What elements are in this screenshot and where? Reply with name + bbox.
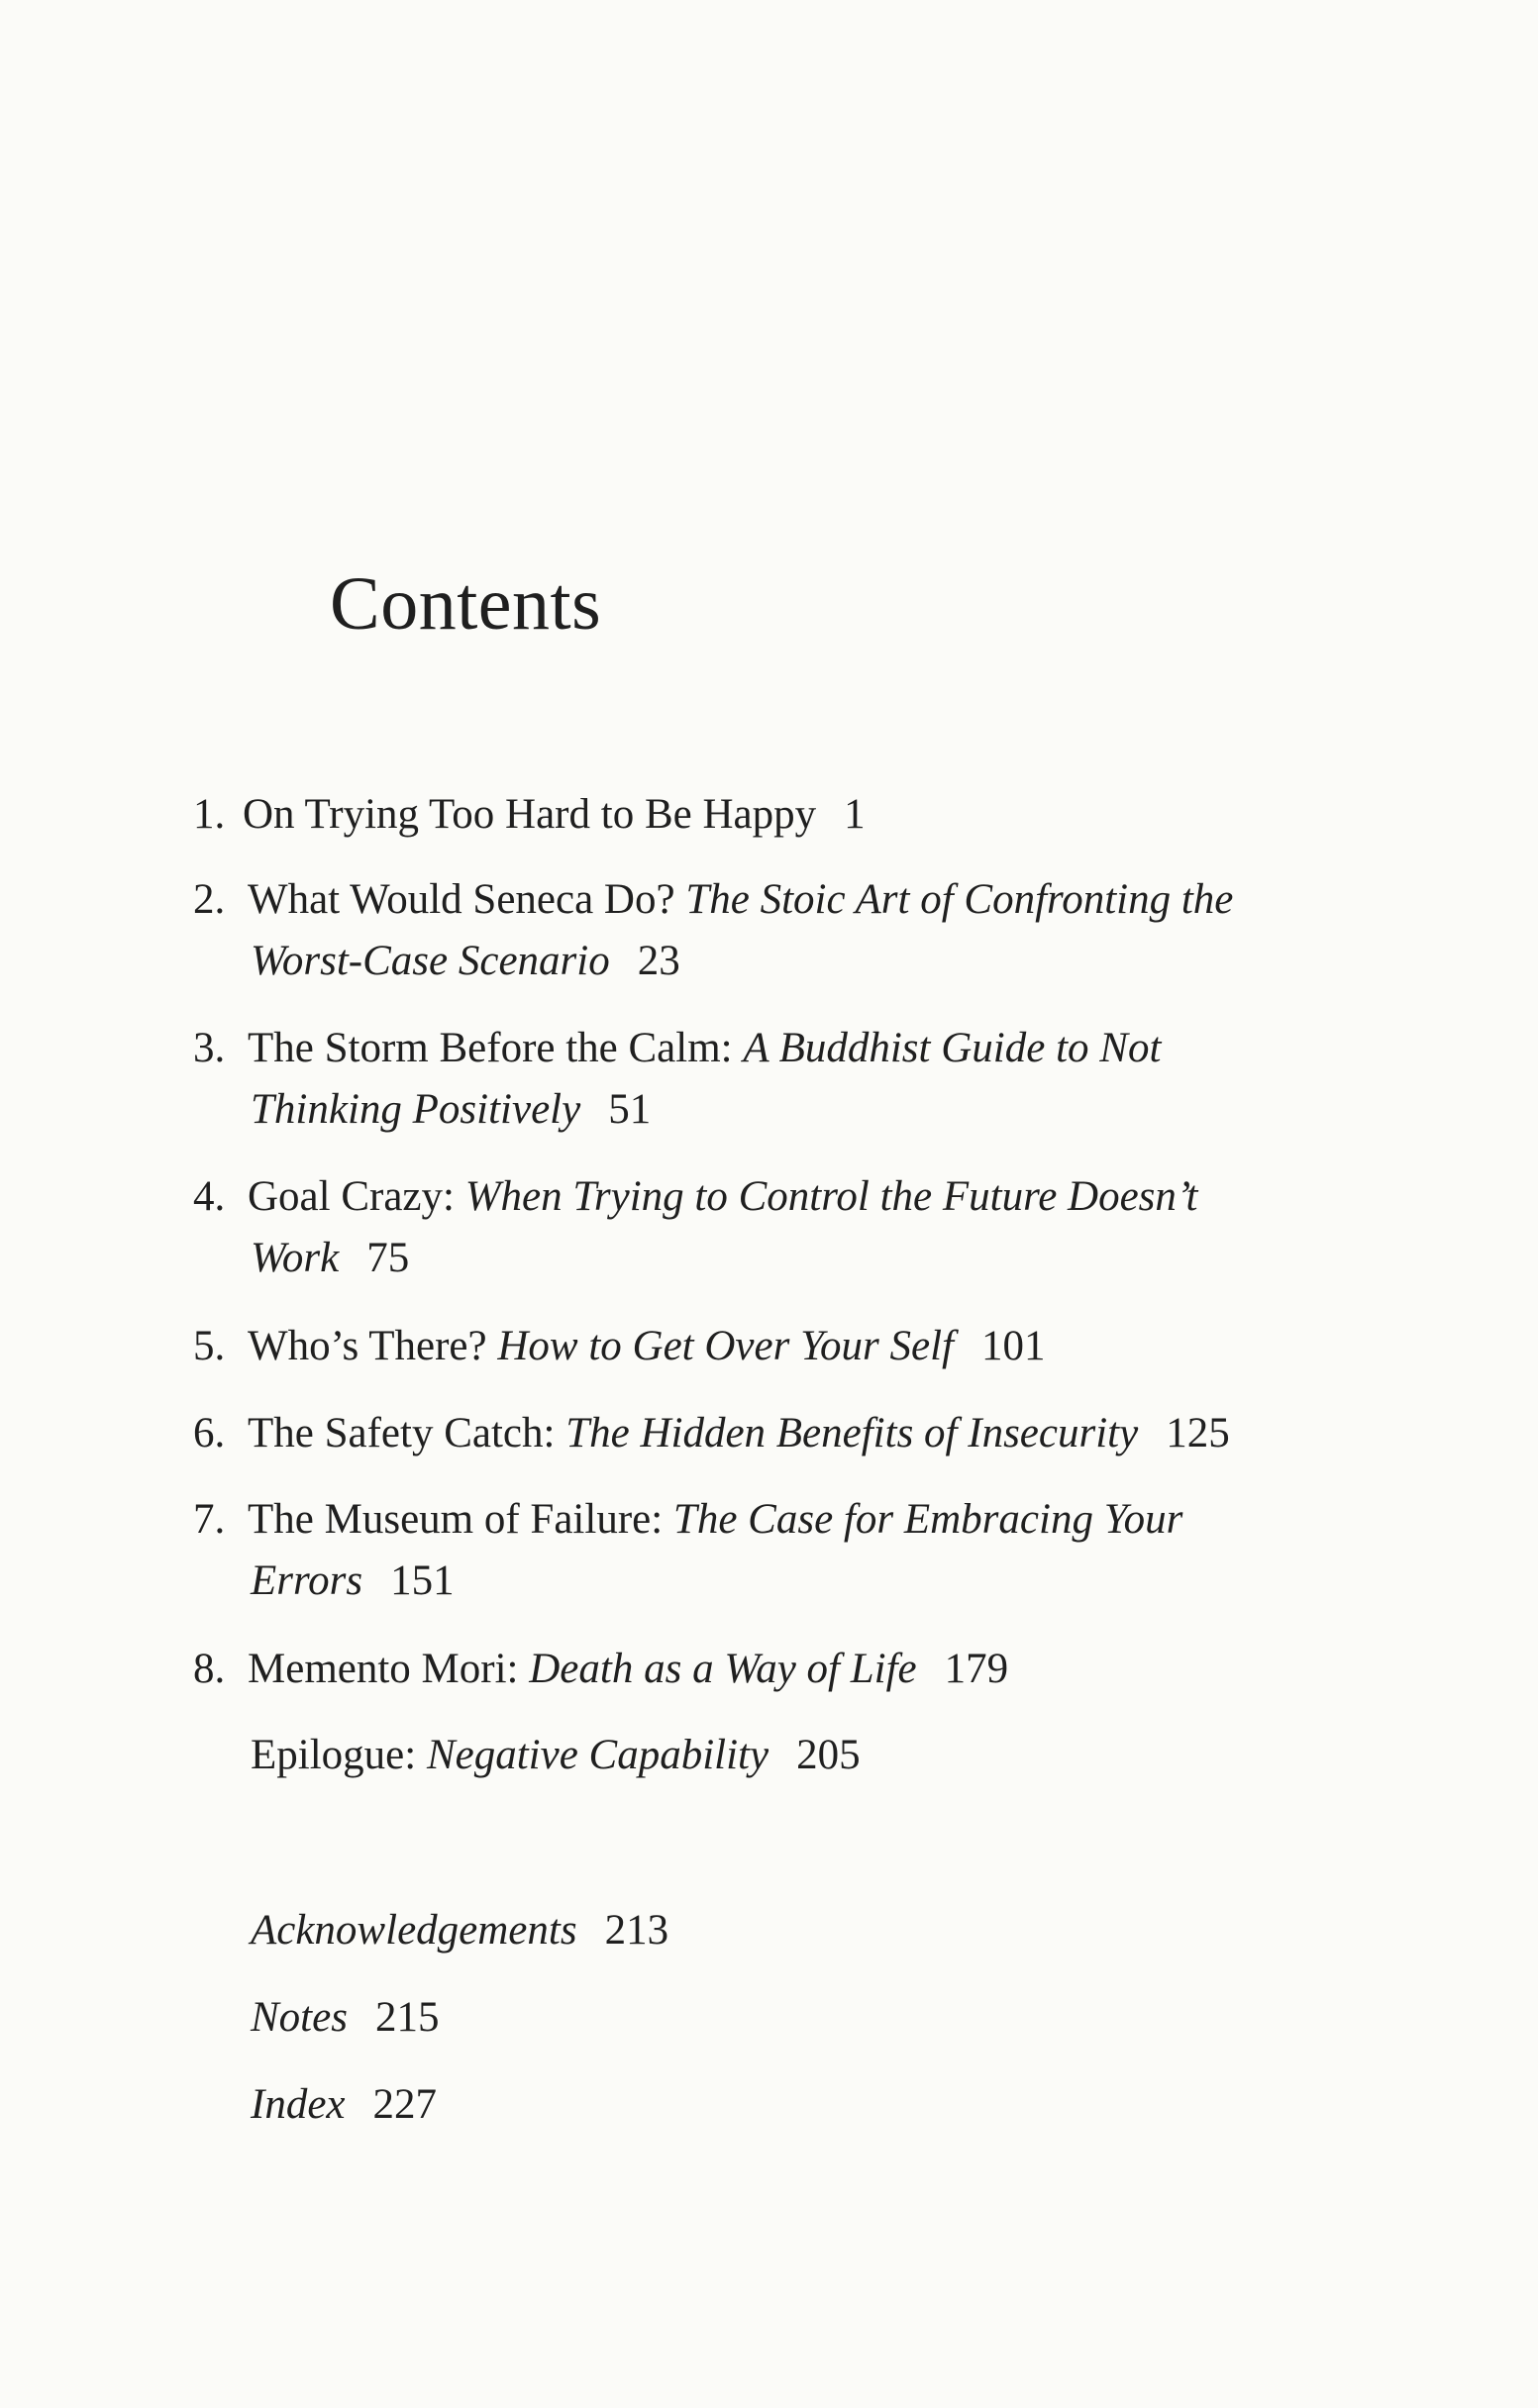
page-number: 179 bbox=[944, 1646, 1009, 1692]
epilogue-title: Epilogue: bbox=[251, 1732, 417, 1778]
chapter-title: Goal Crazy: bbox=[248, 1173, 455, 1220]
chapter-title: The Storm Before the Calm: bbox=[248, 1025, 733, 1071]
toc-entry-index[interactable] bbox=[251, 2073, 437, 2137]
page-number: 227 bbox=[372, 2081, 437, 2128]
page-number: 101 bbox=[981, 1323, 1046, 1369]
chapter-number: 1. bbox=[193, 791, 226, 838]
page-number: 215 bbox=[374, 1994, 440, 2041]
chapter-number: 5. bbox=[193, 1323, 226, 1369]
chapter-number: 4. bbox=[193, 1173, 226, 1220]
backmatter-title: Acknowledgements bbox=[251, 1907, 577, 1954]
chapter-subtitle-cont: Errors bbox=[251, 1557, 363, 1604]
page-number: 213 bbox=[604, 1907, 669, 1954]
chapter-number: 2. bbox=[193, 876, 226, 923]
toc-entry-notes[interactable] bbox=[251, 1986, 439, 2050]
chapter-title: Who’s There? bbox=[248, 1323, 487, 1369]
chapter-title: Memento Mori: bbox=[248, 1646, 519, 1692]
chapter-title: The Safety Catch: bbox=[248, 1410, 556, 1456]
page-number: 151 bbox=[390, 1557, 455, 1604]
chapter-subtitle: A Buddhist Guide to Not bbox=[743, 1025, 1162, 1071]
page-number: 205 bbox=[796, 1732, 861, 1778]
chapter-subtitle-cont: Thinking Positively bbox=[251, 1086, 581, 1133]
chapter-title: What Would Seneca Do? bbox=[248, 876, 675, 923]
chapter-subtitle: The Case for Embracing Your bbox=[672, 1496, 1183, 1543]
chapter-number: 8. bbox=[193, 1646, 226, 1692]
chapter-number: 6. bbox=[193, 1410, 226, 1456]
toc-entry-acknowledgements[interactable] bbox=[251, 1899, 668, 1962]
chapter-title: On Trying Too Hard to Be Happy bbox=[243, 791, 817, 838]
chapter-subtitle-cont: Work bbox=[251, 1235, 340, 1281]
chapter-subtitle: The Hidden Benefits of Insecurity bbox=[565, 1410, 1139, 1456]
page-number: 23 bbox=[637, 938, 680, 984]
chapter-subtitle: When Trying to Control the Future Doesn’t bbox=[464, 1173, 1198, 1220]
chapter-subtitle: The Stoic Art of Confronting the bbox=[685, 876, 1234, 923]
page-number: 1 bbox=[844, 791, 866, 838]
backmatter-title: Notes bbox=[251, 1994, 348, 2041]
chapter-number: 7. bbox=[193, 1496, 226, 1543]
page-number: 75 bbox=[366, 1235, 410, 1281]
chapter-title: The Museum of Failure: bbox=[248, 1496, 664, 1543]
page-title: Contents bbox=[330, 562, 602, 646]
chapter-subtitle: How to Get Over Your Self bbox=[497, 1323, 954, 1369]
backmatter-title: Index bbox=[251, 2081, 346, 2128]
chapter-subtitle: Death as a Way of Life bbox=[529, 1646, 917, 1692]
page-number: 125 bbox=[1166, 1410, 1230, 1456]
chapter-subtitle-cont: Worst-Case Scenario bbox=[251, 938, 610, 984]
epilogue-subtitle: Negative Capability bbox=[426, 1732, 769, 1778]
chapter-number: 3. bbox=[193, 1025, 226, 1071]
page-number: 51 bbox=[608, 1086, 652, 1133]
